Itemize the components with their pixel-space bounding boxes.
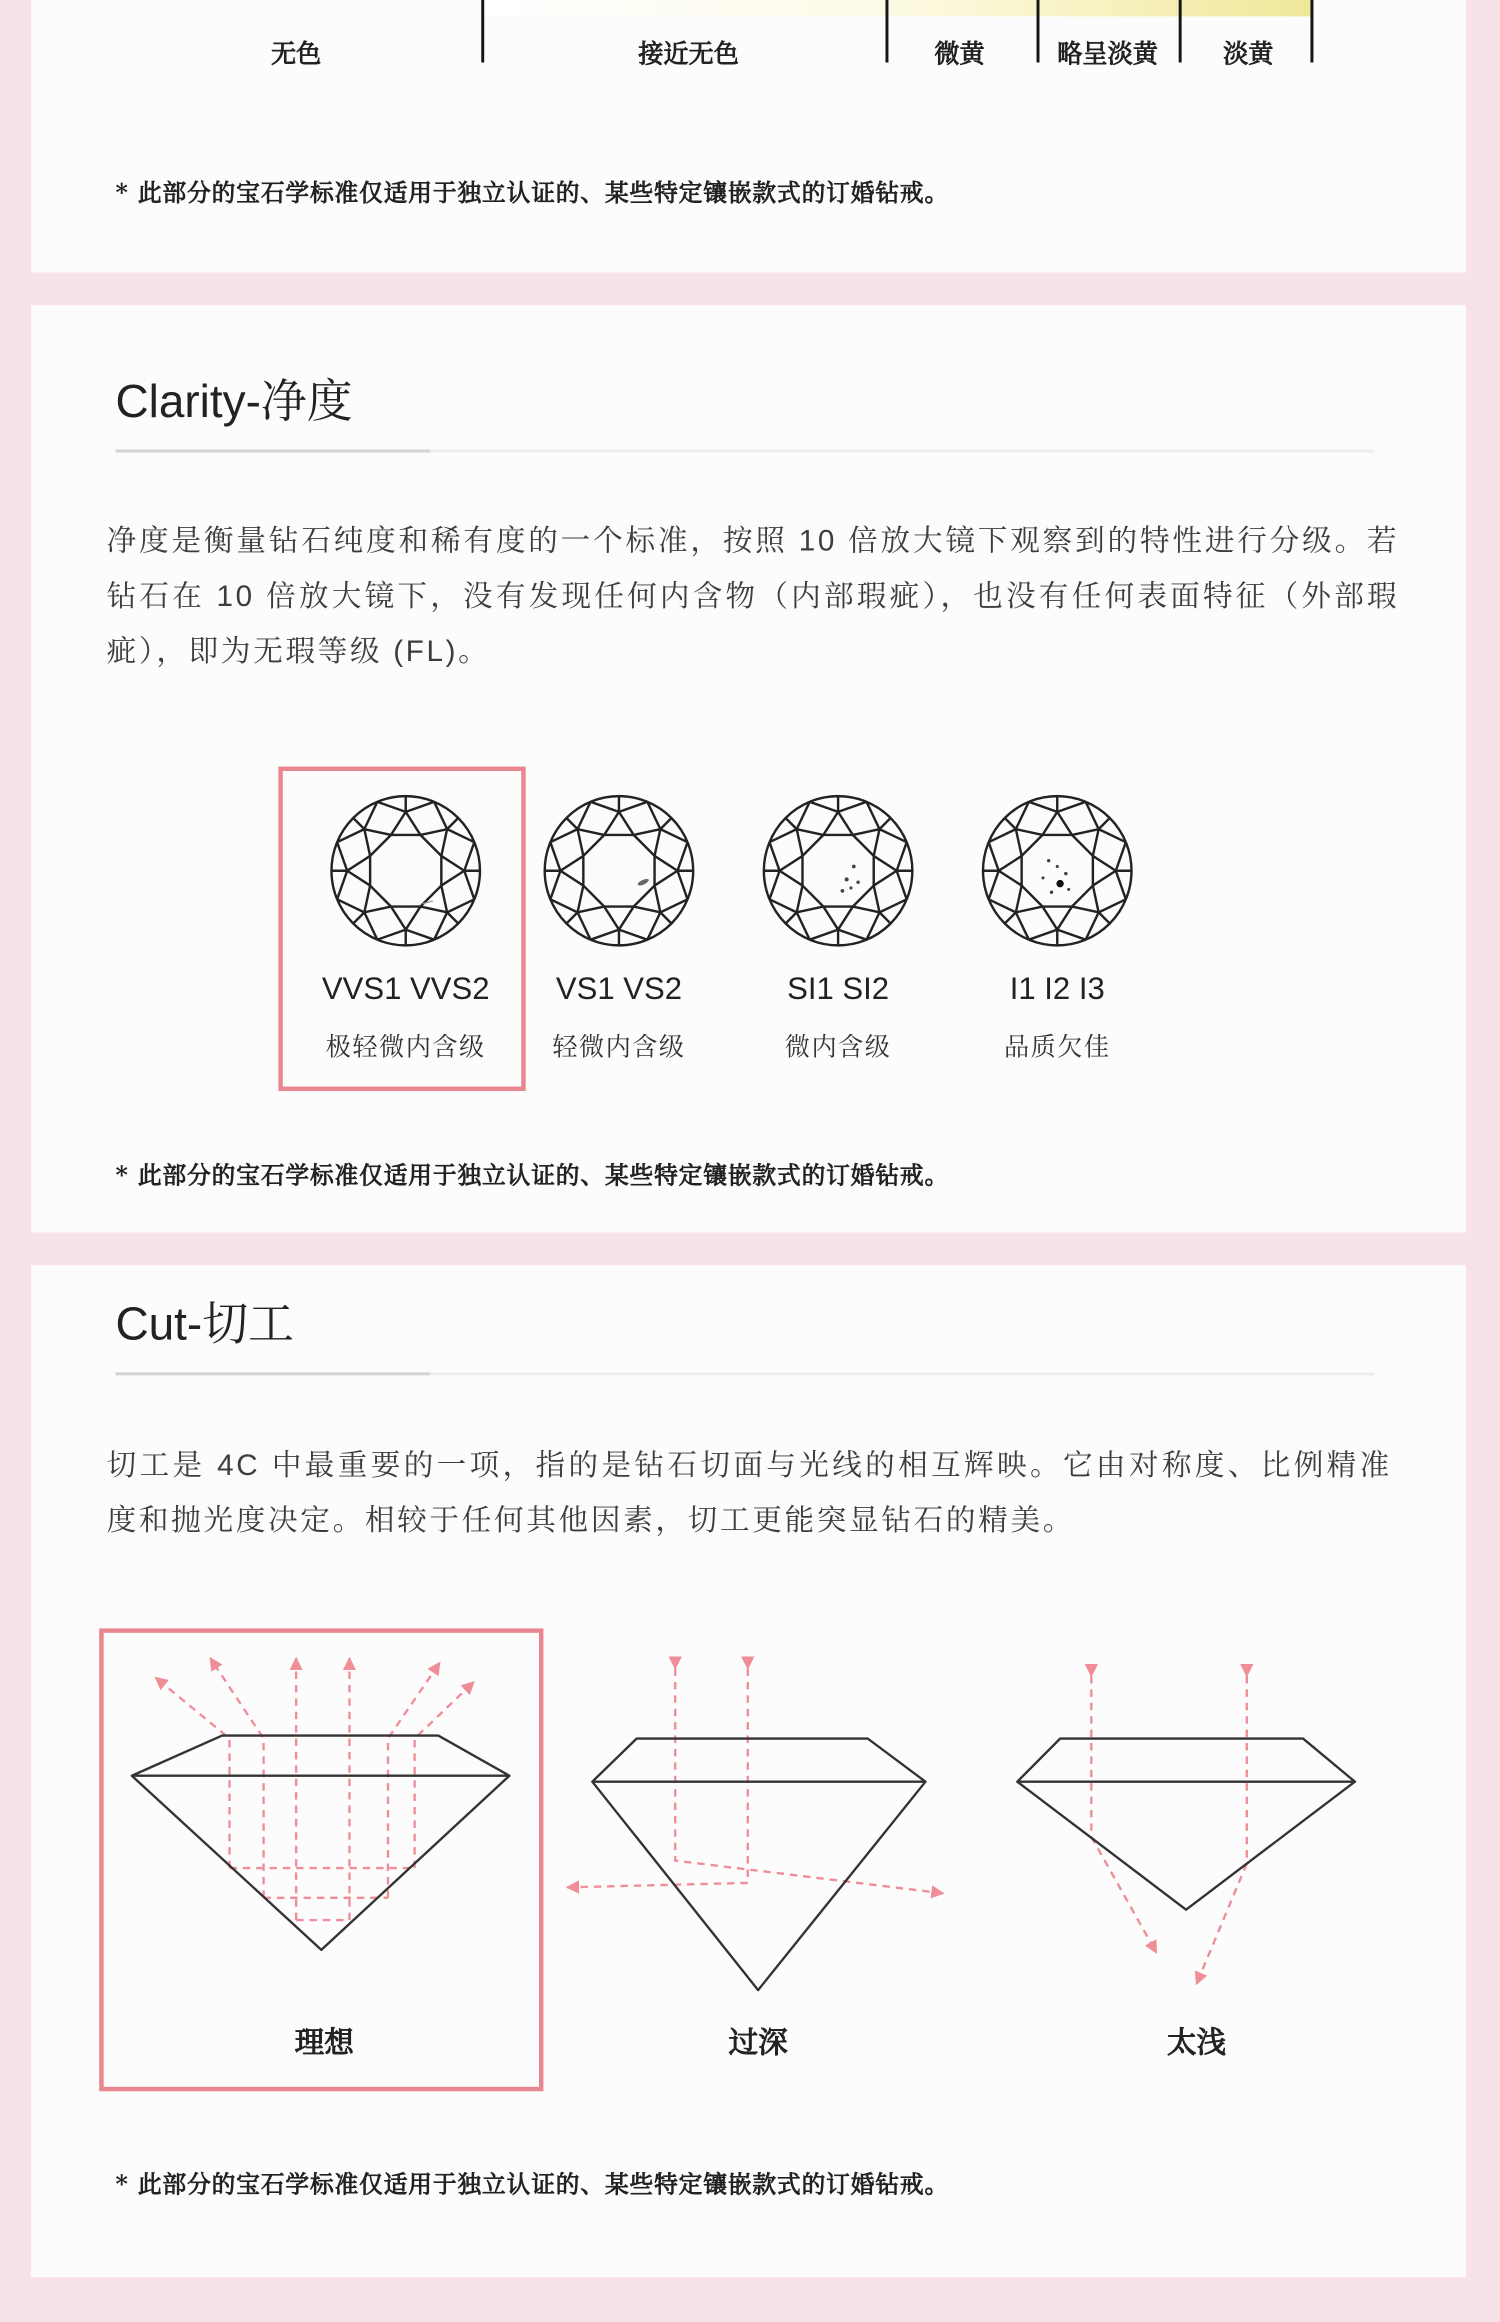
grade-name: 品质欠佳: [1003, 1032, 1111, 1062]
color-label-colorless: 无色: [270, 40, 322, 70]
inclusion-mark: [1064, 872, 1067, 875]
girdle-facets: [545, 796, 693, 945]
clarity-grade-si: [734, 767, 941, 1091]
cut-label-deep: 过深: [728, 2024, 788, 2061]
ideal-cut-diagram: [118, 1645, 525, 1965]
grade-name: 极轻微内含级: [325, 1032, 486, 1062]
girdle-facets: [764, 796, 912, 945]
inclusion-mark: [1041, 876, 1044, 879]
footnote: * 此部分的宝石学标准仅适用于独立认证的、某些特定镶嵌款式的订婚钻戒。: [115, 178, 950, 207]
grade-code: I1 I2 I3: [1009, 971, 1105, 1007]
facet-lines: [983, 796, 1131, 945]
diamond-top-view-icon: [758, 790, 918, 951]
inclusion-mark: [841, 889, 845, 893]
color-grade-card: [31, 0, 1466, 272]
grade-code: SI1 SI2: [787, 971, 890, 1007]
deep-cut-diagram: [555, 1645, 962, 2002]
scale-divider: [481, 0, 484, 63]
star-facets: [560, 812, 677, 930]
diamond-top-view-icon: [539, 790, 699, 951]
grade-name: 微内含级: [784, 1032, 892, 1062]
section-description: 净度是衡量钻石纯度和稀有度的一个标准，按照 10 倍放大镜下观察到的特性进行分级。若钻石在 10 倍放大镜下，没有发现任何内含物（内部瑕疵），也没有任何表面特征（外部瑕疵），即为无瑕等级 (FL)。: [106, 525, 1400, 669]
light-ray: [567, 1669, 748, 1888]
title-underline: [115, 1372, 1374, 1375]
shallow-cut-diagram: [1000, 1645, 1378, 2002]
grade-code: VS1 VS2: [555, 971, 683, 1007]
grade-name: 轻微内含级: [552, 1032, 686, 1062]
inclusion-mark: [1056, 880, 1063, 887]
light-ray: [155, 1677, 229, 1868]
star-facets: [780, 812, 897, 930]
inclusion-mark: [637, 878, 650, 887]
inclusion-mark: [1056, 865, 1059, 868]
table-facet: [1022, 835, 1093, 907]
clarity-grade-vvs: [302, 767, 509, 1091]
inclusion-mark: [1050, 891, 1053, 894]
section-title: Cut-切工: [115, 1297, 295, 1351]
cut-label-shallow: 太浅: [1166, 2024, 1227, 2061]
title-underline: [115, 450, 1374, 453]
facet-lines: [331, 796, 479, 945]
color-label-very-light-yellow: 略呈淡黄: [1057, 40, 1158, 70]
crown-outline: [1017, 1739, 1355, 1782]
table-facet: [583, 835, 654, 907]
table-facet: [802, 835, 873, 907]
light-ray: [1091, 1676, 1156, 1953]
pavilion-outline: [1017, 1782, 1355, 1910]
star-facets: [347, 812, 464, 930]
clarity-card: [31, 305, 1466, 1232]
diamond-top-view-icon: [326, 790, 486, 951]
girdle-facets: [331, 796, 479, 945]
facet-lines: [764, 796, 912, 945]
cut-card: [31, 1265, 1466, 2277]
inclusion-mark: [849, 886, 852, 889]
diamond-top-view-icon: [977, 790, 1137, 951]
star-facets: [999, 812, 1116, 930]
inclusion-mark: [852, 865, 856, 869]
light-ray: [1196, 1676, 1246, 1984]
section-description: 切工是 4C 中最重要的一项，指的是钻石切面与光线的相互辉映。它由对称度、比例精准度和抛光度决定。相较于任何其他因素，切工更能突显钻石的精美。: [106, 1449, 1392, 1538]
color-label-faint-yellow: 微黄: [934, 40, 985, 70]
footnote: * 此部分的宝石学标准仅适用于独立认证的、某些特定镶嵌款式的订婚钻戒。: [115, 2170, 950, 2199]
girdle-facets: [983, 796, 1131, 945]
cut-label-ideal: 理想: [294, 2024, 354, 2061]
pavilion-outline: [132, 1776, 510, 1950]
crown-outline: [592, 1739, 925, 1782]
clarity-grade-i: [954, 767, 1161, 1091]
facet-lines: [545, 796, 693, 945]
light-ray: [210, 1658, 263, 1898]
color-label-light-yellow: 淡黄: [1223, 40, 1274, 70]
color-label-near-colorless: 接近无色: [638, 40, 739, 70]
inclusion-mark: [1047, 859, 1050, 862]
table-facet: [370, 835, 441, 907]
color-gradient-bar: [483, 0, 1311, 16]
inclusion-mark: [1067, 888, 1070, 891]
section-title: Clarity-净度: [115, 375, 353, 428]
clarity-grade-vs: [515, 767, 722, 1091]
inclusion-mark: [845, 877, 849, 881]
footnote: * 此部分的宝石学标准仅适用于独立认证的、某些特定镶嵌款式的订婚钻戒。: [115, 1160, 950, 1190]
crown-outline: [132, 1736, 510, 1776]
grade-code: VVS1 VVS2: [321, 971, 490, 1007]
inclusion-mark: [856, 881, 859, 884]
